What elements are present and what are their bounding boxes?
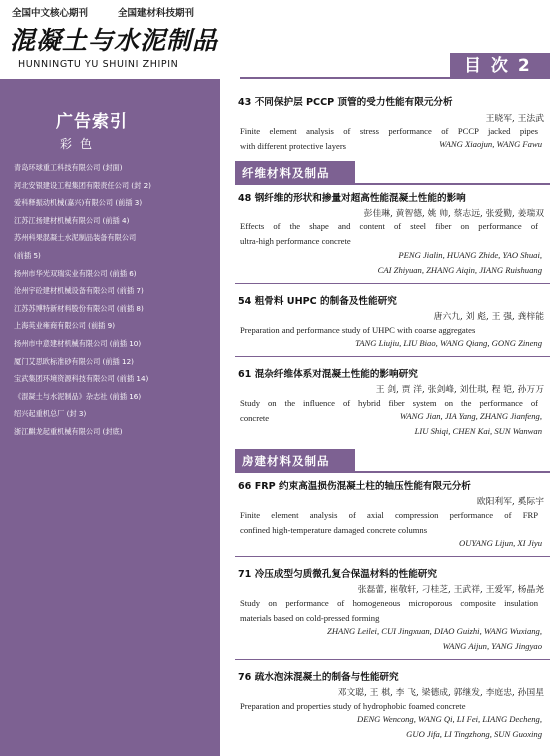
article-authors-cn: 张磊蕾, 崔敬轩, 刁桂芝, 王武祥, 王爱军, 杨晶尧 [357,585,544,595]
article-authors-en: WANG Aijun, YANG Jingyao [442,641,542,651]
article-title-en: Finite element analysis of stress performance of PCCP jacked pipes [240,126,538,136]
ad-item: 江苏江扬建材机械有限公司 (前插 4) [14,215,130,225]
section-rule [355,183,550,185]
article-title-en: confined high-temperature damaged concrete columns [240,525,428,535]
article-title[interactable]: 66 FRP 约束高温损伤混凝土柱的轴压性能有限元分析 [238,481,471,492]
article-authors-cn: 欧阳利军, 奚际宇 [476,497,544,507]
ad-item: 浙江麒龙起重机械有限公司 (封底) [14,426,123,436]
article-authors-cn: 邓文聪, 王 棋, 李 飞, 梁德成, 郭继发, 李庭忠, 孙国星 [337,688,544,698]
journal-tags [0,2,220,18]
article-title-en: Finite element analysis of axial compression performance of FRP [240,510,538,520]
ad-index-subtitle: 彩色 [60,137,101,151]
section-rule [355,471,550,473]
article-title[interactable]: 54 粗骨料 UHPC 的制备及性能研究 [238,296,397,307]
article-divider [235,356,550,357]
article-title[interactable]: 43 不同保护层 PCCP 顶管的受力性能有限元分析 [238,97,453,108]
left-column [0,0,220,756]
article-authors-en: PENG Jialin, HUANG Zhide, YAO Shuai, [398,250,542,260]
ad-item: 沧州宇砼建材机械设备有限公司 (前插 7) [14,286,144,296]
article-authors-en: LIU Shiqi, CHEN Kai, SUN Wanwan [414,426,542,436]
article-title-en: Preparation and properties study of hydrophobic foamed concrete [240,701,466,711]
article-authors-en: WANG Xiaojun, WANG Fawu [439,139,542,149]
article-title-en: Study on performance of homogeneous microporous composite insulation [240,598,538,608]
article-title-en: materials based on cold-pressed forming [240,613,380,623]
article-authors-en: OUYANG Lijun, XI Jiyu [459,538,542,548]
article-title[interactable]: 76 疏水泡沫混凝土的制备与性能研究 [238,672,399,683]
article-title[interactable]: 61 混杂纤维体系对混凝土性能的影响研究 [238,369,418,380]
article-title-en: ultra-high performance concrete [240,236,351,246]
ad-item: 上海英业雍商有限公司 (前插 9) [14,321,116,331]
article-authors-cn: 王晓军, 王法武 [485,114,544,124]
ad-item: 扬州市中意建材机械有限公司 (前插 10) [14,338,142,348]
article-authors-cn: 王 剑, 贾 洋, 张剑峰, 刘仕琪, 程 铠, 孙万万 [375,385,544,395]
ad-item: (前插 5) [14,250,41,260]
ad-item: 青岛环球重工科技有限公司 (封面) [14,163,123,172]
article-title-en: Study on the influence of hybrid fiber system on the performance of [240,398,538,408]
article-authors-en: WANG Jian, JIA Yang, ZHANG Jianfeng, [399,411,542,421]
ad-item: 江苏苏博特新材料股份有限公司 (前插 8) [14,303,144,313]
ad-item: 爱科释振动机械(嘉兴)有限公司 (前插 3) [14,198,143,208]
article-divider [235,556,550,557]
article-divider [235,283,550,284]
section-label: 纤维材料及制品 [235,161,355,185]
ad-item: 宝武集团环境资源科技有限公司 (前插 14) [14,374,149,384]
article-title-en: concrete [240,413,270,423]
article-divider [235,659,550,660]
contents-header [240,53,550,79]
journal-logo-pinyin: HUNNINGTU YU SHUINI ZHIPIN [18,59,179,70]
core-journal-tag: 全国中文核心期刊 [12,8,89,19]
article-authors-en: ZHANG Leilei, CUI Jingxuan, DIAO Guizhi, WANG Wuxiang, [327,626,542,636]
contents-label: 目 次 2 [450,53,550,79]
ad-item: 厦门艾思欧标准砂有限公司 (前插 12) [14,356,134,366]
article-title-en: Effects of the shape and content of steel fiber on performance of [240,221,538,231]
article-authors-en: CAI Zhiyuan, ZHANG Aiqin, JIANG Ruishuang [377,265,542,275]
ad-list [14,159,218,441]
article-authors-en: DENG Wencong, WANG Qi, LI Fei, LIANG Decheng, [356,714,542,724]
ad-item: 扬州市华光双瑞实业有限公司 (前插 6) [14,268,137,278]
section-header-housing [235,449,550,473]
building-materials-journal-tag: 全国建材科技期刊 [118,8,195,19]
article-title-en: Preparation and performance study of UHPC with coarse aggregates [240,325,476,335]
section-label: 房建材料及制品 [235,449,355,473]
article-authors-cn: 唐六九, 刘 彪, 王 强, 龚梓能 [433,312,544,322]
article-title-en: with different protective layers [240,141,347,151]
contents-column [220,0,550,756]
article-authors-en: TANG Liujiu, LIU Biao, WANG Qiang, GONG Zineng [355,338,542,348]
article-title[interactable]: 48 钢纤维的形状和掺量对超高性能混凝土性能的影响 [238,193,466,204]
ad-item: 河北安银建设工程集团有限责任公司 (封 2) [14,180,151,190]
section-header-fiber [235,161,550,185]
article-authors-en: GUO Jifa, LI Tingzhong, SUN Guoxing [406,729,542,739]
ad-item: 《混凝土与水泥制品》杂志社 (前插 16) [14,391,142,401]
journal-logo-chinese: 混凝土与水泥制品 [10,26,219,55]
ad-item: 绍兴起重机总厂 (封 3) [14,409,87,419]
ad-index-title: 广告索引 [56,112,128,132]
ad-index-panel [0,79,220,756]
ad-item: 苏州科果混凝土水泥制品装备有限公司 [14,233,137,243]
article-authors-cn: 彭佳琳, 黄智德, 姚 帅, 蔡志远, 张爱勤, 姜瑞双 [363,209,544,219]
article-title[interactable]: 71 冷压成型匀质微孔复合保温材料的性能研究 [238,569,437,580]
